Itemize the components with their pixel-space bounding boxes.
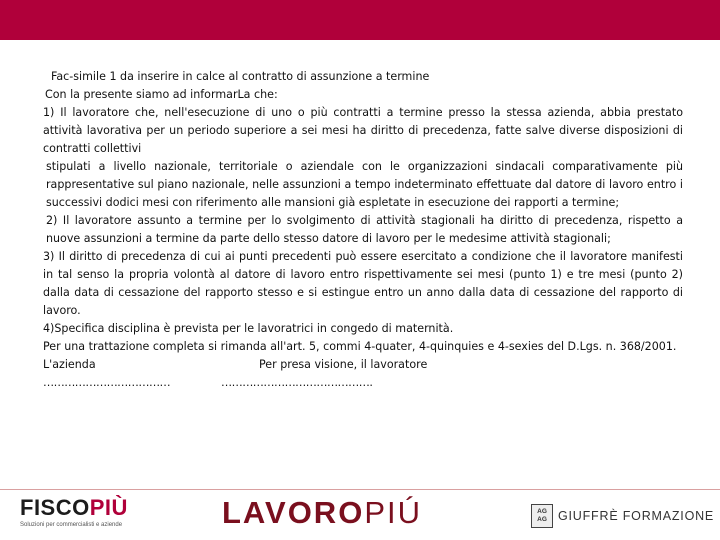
fiscopiu-wordmark bbox=[20, 497, 140, 519]
lavoropiu-logo bbox=[222, 495, 422, 531]
signature-company-label: L'azienda bbox=[43, 358, 96, 371]
signature-labels bbox=[43, 356, 683, 374]
footer-divider bbox=[0, 489, 720, 490]
header-bar bbox=[0, 0, 720, 40]
fiscopiu-logo bbox=[20, 497, 140, 531]
giuffre-emblem-icon bbox=[531, 504, 553, 528]
giuffre-formazione-logo bbox=[531, 504, 714, 528]
lavoropiu-word-light: PIÚ bbox=[364, 495, 422, 530]
signature-worker-label: Per presa visione, il lavoratore bbox=[259, 358, 428, 371]
document-body bbox=[43, 68, 683, 392]
signature-company-line: ……………………………… bbox=[43, 376, 171, 389]
paragraph-3: 3) Il diritto di precedenza di cui ai punti precedenti può essere esercitato a condizione che il lavoratore manifesti in tal senso la propria volontà al datore di lavoro entro rispettivamente sei mesi (punto 1) e tre mesi (punto 2) dalla data di cessazione del rapporto stesso e si estingue entro un anno dalla data di cessazione del rapporto di lavoro. bbox=[43, 250, 683, 317]
signature-worker-line: ……………………………………. bbox=[221, 376, 373, 389]
paragraph-4: 4)Specifica disciplina è prevista per le lavoratrici in congedo di maternità. bbox=[43, 322, 454, 335]
paragraph-2: 2) Il lavoratore assunto a termine per lo svolgimento di attività stagionali ha diritto di precedenza, rispetto a nuove assunzioni a termine da parte dello stesso datore di lavoro per le medesime attività stagionali; bbox=[46, 214, 683, 245]
fiscopiu-word-main: FISCO bbox=[20, 495, 90, 520]
giuffre-emblem-top: AG bbox=[537, 508, 547, 515]
paragraph-1b: stipulati a livello nazionale, territoriale o aziendale con le organizzazioni sindacali comparativamente più rappresentative sul piano nazionale, nelle assunzioni a tempo indeterminato effettuate dal datore di lavoro entro i successivi dodici mesi con riferimento alle mansioni già espletate in esecuzione dei rapporti a termine; bbox=[46, 160, 683, 209]
fiscopiu-word-accent: PIÙ bbox=[89, 495, 128, 520]
paragraph-1: 1) Il lavoratore che, nell'esecuzione di uno o più contratti a termine presso la stessa azienda, abbia prestato attività lavorativa per un periodo superiore a sei mesi ha diritto di precedenza, fatte salve diverse disposizioni di contratti collettivi bbox=[43, 106, 683, 155]
lavoropiu-word-bold: LAVORO bbox=[222, 495, 365, 530]
giuffre-emblem-bottom: AG bbox=[537, 516, 547, 523]
intro-title: Fac-simile 1 da inserire in calce al contratto di assunzione a termine bbox=[51, 70, 430, 83]
signature-lines bbox=[43, 374, 683, 392]
paragraph-5: Per una trattazione completa si rimanda all'art. 5, commi 4-quater, 4-quinquies e 4-sexies del D.Lgs. n. 368/2001. bbox=[43, 340, 677, 353]
giuffre-formazione-name: GIUFFRÈ FORMAZIONE bbox=[558, 509, 715, 523]
fiscopiu-tagline: Soluzioni per commercialisti e aziende bbox=[20, 522, 123, 528]
intro-line: Con la presente siamo ad informarLa che: bbox=[45, 88, 278, 101]
